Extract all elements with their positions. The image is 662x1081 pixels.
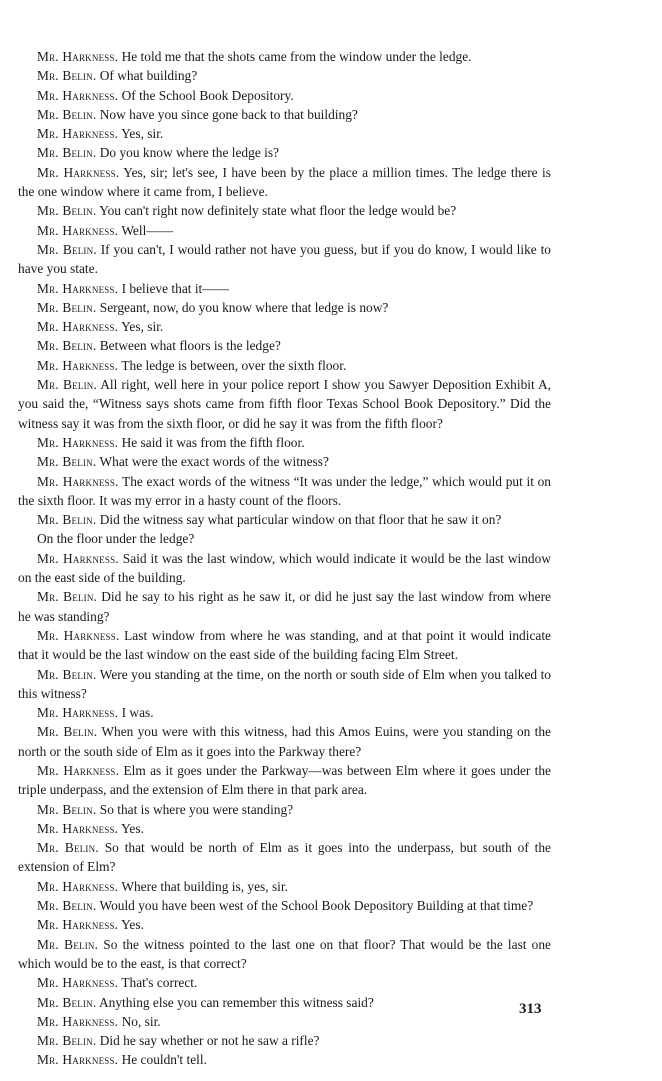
speaker-name: Mr. Belin. (37, 724, 98, 740)
testimony-paragraph (18, 375, 551, 433)
testimony-paragraph (18, 761, 551, 800)
testimony-paragraph (18, 896, 551, 915)
testimony-paragraph (18, 240, 551, 279)
speaker-name: Mr. Belin. (37, 512, 97, 528)
testimony-text (18, 47, 551, 1070)
speech-text: Elm as it goes under the Parkway—was between Elm where it goes under the triple underpass, and the extension of Elm there in that park area. (18, 762, 551, 798)
speech-text: Last window from where he was standing, and at that point it would indicate that it would be the last window on the east side of the building facing Elm Street. (18, 627, 551, 663)
speaker-name: Mr. Harkness. (37, 126, 119, 142)
testimony-paragraph (18, 626, 551, 665)
speaker-name: Mr. Belin. (37, 589, 98, 605)
speech-text: The ledge is between, over the sixth floor. (121, 357, 347, 373)
speaker-name: Mr. Harkness. (37, 49, 119, 64)
speech-text: Where that building is, yes, sir. (121, 878, 288, 894)
speaker-name: Mr. Belin. (37, 377, 98, 393)
testimony-paragraph (18, 915, 551, 934)
speaker-name: Mr. Belin. (37, 898, 97, 914)
speech-text: No, sir. (121, 1013, 161, 1029)
testimony-paragraph (18, 529, 551, 548)
speaker-name: Mr. Belin. (37, 106, 97, 122)
speech-text: So that would be north of Elm as it goes into the underpass, but south of the extension of Elm? (18, 840, 551, 875)
speaker-name: Mr. Belin. (37, 666, 97, 682)
testimony-paragraph (18, 549, 551, 588)
speaker-name: Mr. Belin. (37, 454, 97, 470)
testimony-paragraph (18, 703, 551, 722)
testimony-paragraph (18, 665, 551, 704)
testimony-paragraph (18, 1031, 551, 1050)
speech-text: When you were with this witness, had this Amos Euins, were you standing on the north or the south side of Elm as it goes into the Parkway there? (18, 724, 551, 759)
speech-text: I was. (121, 705, 154, 721)
testimony-paragraph (18, 819, 551, 838)
speaker-name: Mr. Harkness. (37, 762, 120, 778)
testimony-paragraph (18, 163, 551, 202)
speech-text: Would you have been west of the School Book Depository Building at that time? (99, 898, 534, 914)
testimony-paragraph (18, 221, 551, 240)
speech-text: So that is where you were standing? (99, 801, 294, 817)
speech-text: Now have you since gone back to that building? (99, 106, 358, 122)
testimony-paragraph (18, 433, 551, 452)
speech-text: He couldn't tell. (121, 1052, 207, 1068)
testimony-paragraph (18, 105, 551, 124)
speech-text: Yes, sir. (121, 319, 164, 335)
testimony-paragraph (18, 86, 551, 105)
testimony-paragraph (18, 356, 551, 375)
speaker-name: Mr. Belin. (37, 936, 99, 952)
testimony-paragraph (18, 452, 551, 471)
speaker-name: Mr. Harkness. (37, 319, 119, 335)
testimony-paragraph (18, 993, 551, 1012)
testimony-paragraph (18, 510, 551, 529)
speech-text: Of what building? (99, 68, 198, 84)
testimony-paragraph (18, 800, 551, 819)
speech-text: Between what floors is the ledge? (99, 338, 281, 354)
speaker-name: Mr. Belin. (37, 994, 97, 1010)
speaker-name: Mr. Harkness. (37, 164, 120, 180)
speech-text: What were the exact words of the witness? (99, 454, 329, 470)
speaker-name: Mr. Harkness. (37, 222, 119, 238)
speech-text: On the floor under the ledge? (37, 531, 195, 547)
testimony-paragraph (18, 935, 551, 974)
speech-text: Did the witness say what particular window on that floor that he saw it on? (99, 512, 502, 528)
speaker-name: Mr. Harkness. (37, 1052, 119, 1068)
speaker-name: Mr. Harkness. (37, 878, 119, 894)
speaker-name: Mr. Belin. (37, 145, 97, 161)
testimony-paragraph (18, 838, 551, 877)
speaker-name: Mr. Harkness. (37, 473, 119, 489)
testimony-paragraph (18, 317, 551, 336)
testimony-paragraph (18, 66, 551, 85)
speaker-name: Mr. Belin. (37, 840, 99, 856)
speaker-name: Mr. Harkness. (37, 87, 119, 103)
speech-text: Sergeant, now, do you know where that ledge is now? (99, 299, 389, 315)
speech-text: If you can't, I would rather not have you guess, but if you do know, I would like to have you state. (18, 241, 551, 277)
speaker-name: Mr. Harkness. (37, 550, 119, 566)
testimony-paragraph (18, 722, 551, 761)
speaker-name: Mr. Harkness. (37, 705, 119, 721)
speaker-name: Mr. Belin. (37, 801, 97, 817)
testimony-paragraph (18, 201, 551, 220)
speaker-name: Mr. Belin. (37, 338, 97, 354)
speaker-name: Mr. Belin. (37, 203, 97, 219)
speaker-name: Mr. Belin. (37, 1033, 97, 1049)
testimony-paragraph (18, 298, 551, 317)
speaker-name: Mr. Harkness. (37, 434, 119, 450)
speaker-name: Mr. Belin. (37, 241, 97, 257)
speech-text: Of the School Book Depository. (121, 87, 294, 103)
testimony-paragraph (18, 1012, 551, 1031)
testimony-paragraph (18, 973, 551, 992)
testimony-paragraph (18, 877, 551, 896)
speech-text: Well—— (121, 222, 174, 238)
testimony-paragraph (18, 47, 551, 66)
speaker-name: Mr. Harkness. (37, 357, 119, 373)
speech-text: He said it was from the fifth floor. (121, 434, 305, 450)
speech-text: All right, well here in your police report I show you Sawyer Deposition Exhibit A, you said the, “Witness says shots came from fifth floor Texas School Book Depository.” Did the witness say it was from the sixth floor, or did he say it was from the fifth floor? (18, 377, 551, 431)
speech-text: He told me that the shots came from the window under the ledge. (121, 49, 472, 64)
speech-text: Yes. (121, 917, 144, 933)
speaker-name: Mr. Belin. (37, 68, 97, 84)
speaker-name: Mr. Belin. (37, 299, 97, 315)
speaker-name: Mr. Harkness. (37, 820, 119, 836)
speech-text: Yes, sir; let's see, I have been by the place a million times. The ledge there is the one window where it came from, I believe. (18, 164, 551, 200)
testimony-paragraph (18, 587, 551, 626)
testimony-paragraph (18, 143, 551, 162)
speech-text: Said it was the last window, which would indicate it would be the last window on the east side of the building. (18, 550, 551, 586)
speech-text: Did he say whether or not he saw a rifle? (99, 1033, 320, 1049)
speech-text: I believe that it—— (121, 280, 230, 296)
speaker-name: Mr. Harkness. (37, 280, 119, 296)
speech-text: Anything else you can remember this witness said? (99, 994, 374, 1010)
speaker-name: Mr. Harkness. (37, 917, 119, 933)
speech-text: So the witness pointed to the last one on that floor? That would be the last one which would be to the east, is that correct? (18, 936, 551, 971)
speech-text: Were you standing at the time, on the north or south side of Elm when you talked to this witness? (18, 666, 551, 701)
speech-text: That's correct. (121, 975, 198, 991)
speech-text: Did he say to his right as he saw it, or did he just say the last window from where he was standing? (18, 589, 551, 624)
speaker-name: Mr. Harkness. (37, 1013, 119, 1029)
speech-text: You can't right now definitely state what floor the ledge would be? (99, 203, 457, 219)
testimony-paragraph (18, 1050, 551, 1069)
testimony-paragraph (18, 472, 551, 511)
speaker-name: Mr. Harkness. (37, 975, 119, 991)
speech-text: Do you know where the ledge is? (99, 145, 279, 161)
page-number: 313 (519, 1001, 542, 1017)
testimony-paragraph (18, 124, 551, 143)
speech-text: Yes, sir. (121, 126, 164, 142)
testimony-paragraph (18, 279, 551, 298)
speaker-name: Mr. Harkness. (37, 627, 120, 643)
speech-text: The exact words of the witness “It was under the ledge,” which would put it on the sixth floor. It was my error in a hasty count of the floors. (18, 473, 552, 508)
testimony-paragraph (18, 336, 551, 355)
speech-text: Yes. (121, 820, 144, 836)
